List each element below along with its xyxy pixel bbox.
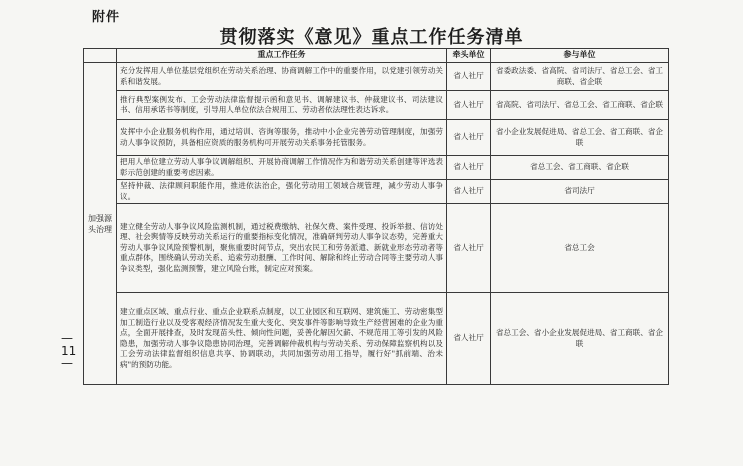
task-cell: 推行典型案例发布、工会劳动法律监督提示函和意见书、调解建议书、仲裁建议书、司法建议书、信用承诺书等制度，引导用人单位依法合规用工、劳动者依法理性表达诉求。 — [117, 91, 447, 120]
lead-cell: 省人社厅 — [447, 293, 491, 385]
table-row — [84, 180, 669, 204]
page-title: 贯彻落实《意见》重点工作任务清单 — [219, 27, 524, 48]
lead-cell: 省人社厅 — [447, 63, 491, 91]
table-row — [84, 63, 669, 91]
task-cell: 坚持仲裁、法律顾问职能作用，推进依法治企，强化劳动用工领域合规管理，减少劳动人事争议。 — [117, 180, 447, 204]
header-category — [84, 49, 117, 63]
task-cell: 建立健全劳动人事争议风险监测机制，通过税费缴纳、社保欠费、案件受理、投诉举报、信访处理、社会舆情等反映劳动关系运行的重要指标变化情况，准确研判劳动人事争议态势，完善重大劳动人事争议风险预警机制，聚焦重要时间节点，突出农民工和劳务派遣、新就业形态劳动者等重点群体，围绕确认劳动关系、追索劳动报酬、工作时间、解除和终止劳动合同等主要劳动人事争议类型，强化监测预警，建立风险台账，制定应对预案。 — [117, 204, 447, 293]
table-row — [84, 204, 669, 293]
participants-cell: 省司法厅 — [491, 180, 669, 204]
participants-cell: 省总工会、省工商联、省企联 — [491, 156, 669, 180]
lead-cell: 省人社厅 — [447, 156, 491, 180]
lead-cell: 省人社厅 — [447, 120, 491, 156]
header-lead: 牵头单位 — [447, 49, 491, 63]
table-row — [84, 91, 669, 120]
task-cell: 充分发挥用人单位基层党组织在劳动关系治理、协商调解工作中的重要作用，以党建引领劳动关系和谐发展。 — [117, 63, 447, 91]
participants-cell: 省总工会 — [491, 204, 669, 293]
lead-cell: 省人社厅 — [447, 91, 491, 120]
lead-cell: 省人社厅 — [447, 204, 491, 293]
participants-cell: 省总工会、省小企业发展促进局、省工商联、省企联 — [491, 293, 669, 385]
participants-cell: 省小企业发展促进局、省总工会、省工商联、省企联 — [491, 120, 669, 156]
header-task: 重点工作任务 — [117, 49, 447, 63]
participants-cell: 省委政法委、省高院、省司法厅、省总工会、省工商联、省企联 — [491, 63, 669, 91]
participants-cell: 省高院、省司法厅、省总工会、省工商联、省企联 — [491, 91, 669, 120]
table-row — [84, 293, 669, 385]
attachment-label: 附件 — [92, 10, 121, 25]
table-header-row — [84, 49, 669, 63]
task-cell: 发挥中小企业服务机构作用，通过培训、咨询等服务，推动中小企业完善劳动管理制度，加强劳动人事争议预防，具备相应资质的服务机构可开展劳动关系事务托管服务。 — [117, 120, 447, 156]
table-row — [84, 120, 669, 156]
task-cell: 把用人单位建立劳动人事争议调解组织、开展协商调解工作情况作为和谐劳动关系创建等评选表彰示范创建的重要考虑因素。 — [117, 156, 447, 180]
header-participants: 参与单位 — [491, 49, 669, 63]
lead-cell: 省人社厅 — [447, 180, 491, 204]
task-cell: 建立重点区域、重点行业、重点企业联系点制度，以工业园区和互联网、建筑施工、劳动密集型加工制造行业以及受客观经济情况发生重大变化、突发事件等影响导致生产经营困难的企业为重点，全面开展排查，及时发现苗头性、倾向性问题，妥善化解因欠薪、不规范用工等引发的风险隐患，加强劳动人事争议隐患协同治理，完善调解仲裁机构与劳动关系、劳动保障监察机构以及工会劳动法律监督组织信息共享、协调联动，共同加强劳动用工指导，履行好"抓前端、治未病"的预防功能。 — [117, 293, 447, 385]
table-row — [84, 156, 669, 180]
task-table — [83, 48, 669, 385]
category-cell: 加强源头治理 — [84, 63, 117, 385]
page-number: — 11 — — [61, 331, 77, 371]
